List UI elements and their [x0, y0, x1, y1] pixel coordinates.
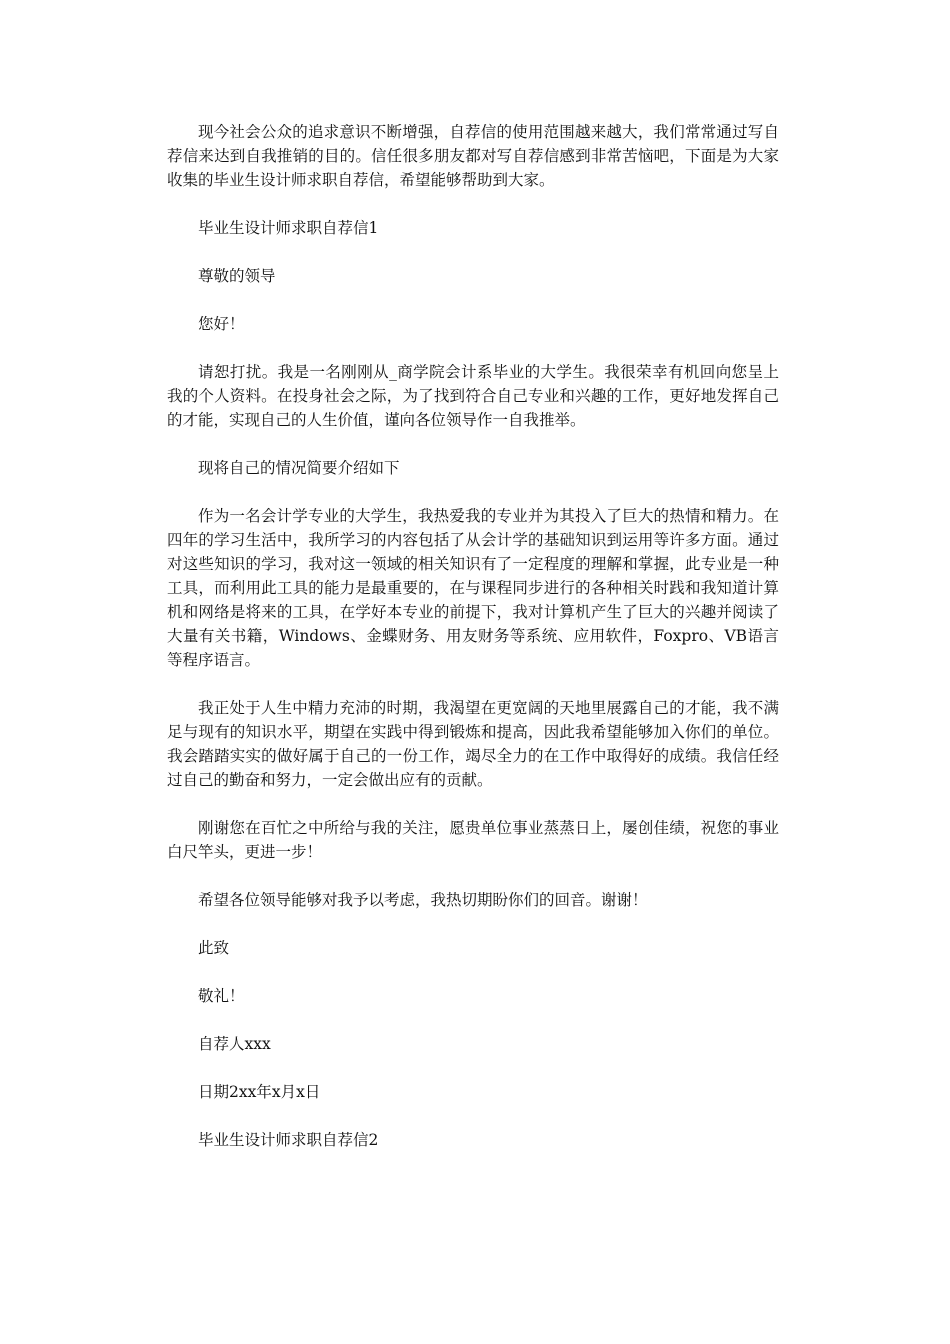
closing-zhi: 此致	[198, 939, 230, 957]
section-heading-2: 毕业生设计师求职自荐信2	[198, 1131, 379, 1149]
greeting: 您好！	[198, 315, 245, 333]
closing-jingli: 敬礼！	[198, 987, 245, 1005]
intro-paragraph: 现今社会公众的追求意识不断增强，自荐信的使用范围越来越大，我们常常通过写自荐信来达到自我推销的目的。信任很多朋友都对写自荐信感到非常苦恼吧，下面是为大家收集的毕业生设计师求职自荐信，希望能够帮助到大家。	[167, 123, 779, 189]
hope-paragraph: 希望各位领导能够对我予以考虑，我热切期盼你们的回音。谢谢！	[198, 891, 648, 909]
document-body	[167, 120, 779, 1176]
study-paragraph: 作为一名会计学专业的大学生，我热爱我的专业并为其投入了巨大的热情和精力。在四年的学习生活中，我所学习的内容包括了从会计学的基础知识到运用等许多方面。通过对这些知识的学习，我对这一领域的相关知识有了一定程度的理解和掌握，此专业是一种工具，而利用此工具的能力是最重要的，在与课程同步进行的各种相关时践和我知道计算机和网络是将来的工具，在学好本专业的前提下，我对计算机产生了巨大的兴趣并阅读了大量有关书籍，Windows、金蝶财务、用友财务等系统、应用软件，Foxpro、VB语言等程序语言。	[167, 507, 779, 669]
thanks-paragraph: 刚谢您在百忙之中所给与我的关注，愿贵单位事业蒸蒸日上，屡创佳绩，祝您的事业白尺竿头，更进一步！	[167, 819, 779, 861]
signature: 自荐人xxx	[198, 1035, 271, 1053]
date-line: 日期2xx年x月x日	[198, 1083, 321, 1101]
salutation: 尊敬的领导	[198, 267, 276, 285]
intro-line: 现将自己的情况简要介绍如下	[198, 459, 400, 477]
aspiration-paragraph: 我正处于人生中精力充沛的时期，我渴望在更宽阔的天地里展露自己的才能，我不满足与现有的知识水平，期望在实践中得到锻炼和提高，因此我希望能够加入你们的单位。我会踏踏实实的做好属于自己的一份工作，竭尽全力的在工作中取得好的成绩。我信任经过自己的勤奋和努力，一定会做出应有的贡献。	[167, 699, 779, 789]
opening-paragraph: 请恕打扰。我是一名刚刚从_商学院会计系毕业的大学生。我很荣幸有机回向您呈上我的个人资料。在投身社会之际，为了找到符合自己专业和兴趣的工作，更好地发挥自己的才能，实现自己的人生价值，谨向各位领导作一自我推举。	[167, 363, 779, 429]
section-heading-1: 毕业生设计师求职自荐信1	[198, 219, 379, 237]
